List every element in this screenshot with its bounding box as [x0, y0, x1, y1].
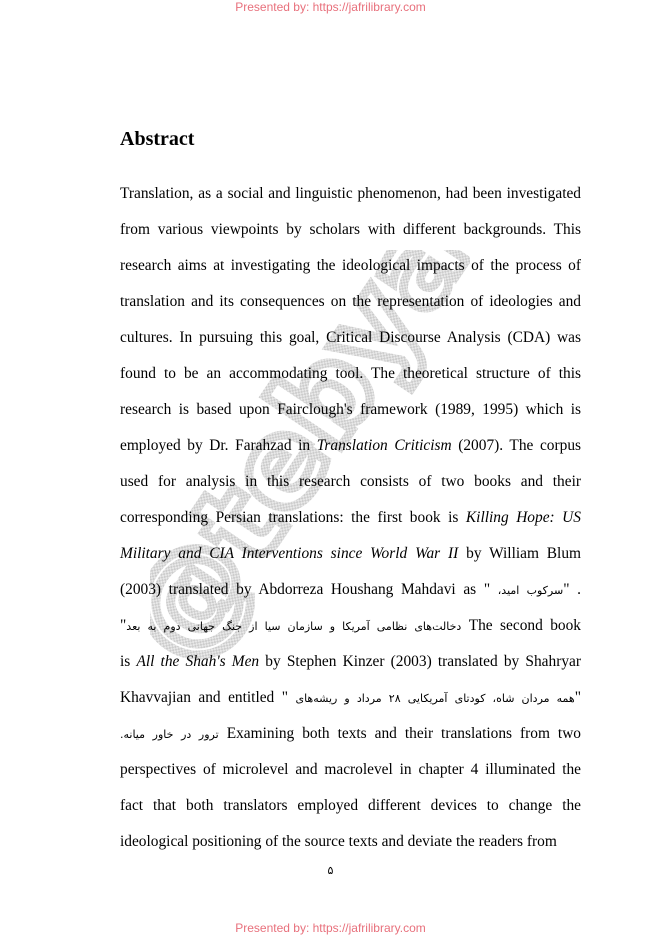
text-segment: cultures. In pursuing this goal, Critical Discourse Analysis (CDA) was	[120, 329, 581, 346]
text-segment: used for analysis in this research consists of two books and their	[120, 473, 581, 490]
persian-title-segment: دخالت‌های نظامی آمریکا و سازمان سیا از جنگ جهانی دوم به بعد	[126, 620, 462, 633]
abstract-line	[120, 508, 581, 528]
text-segment: "	[574, 689, 582, 706]
page-number: ۵	[327, 864, 334, 877]
abstract-line	[120, 328, 581, 348]
text-segment: Examining both texts and their translations from two	[218, 725, 582, 742]
text-segment: translation and its consequences on the representation of ideologies and	[120, 293, 581, 310]
text-segment: is	[120, 653, 137, 670]
text-segment: " .	[563, 581, 581, 598]
text-segment: (2007). The corpus	[451, 437, 581, 454]
abstract-line	[120, 364, 581, 384]
abstract-line	[120, 652, 581, 672]
abstract-line	[120, 220, 581, 240]
text-segment: perspectives of microlevel and macrolevel in chapter 4 illuminated the	[120, 761, 581, 778]
text-segment: from various viewpoints by scholars with different backgrounds. This	[120, 221, 581, 238]
book-title-segment: Military and CIA Interventions since World War II	[120, 545, 459, 562]
text-segment: The second book	[461, 617, 581, 634]
abstract-heading: Abstract	[120, 128, 195, 150]
persian-title-segment: سرکوب امید،	[497, 584, 564, 597]
text-segment: research aims at investigating the ideological impacts of the process of	[120, 257, 581, 274]
text-segment: Translation, as a social and linguistic phenomenon, had been investigated	[120, 185, 581, 202]
abstract-line	[120, 724, 581, 744]
text-segment: found to be an accommodating tool. The theoretical structure of this	[120, 365, 581, 382]
persian-title-segment: همه مردان شاه، کودتای آمریکایی ۲۸ مرداد و ریشه‌های	[295, 692, 575, 705]
text-segment: Khavvajian and entitled "	[120, 689, 296, 706]
book-title-segment: All the Shah's Men	[136, 653, 260, 670]
book-title-segment: Killing Hope: US	[465, 509, 581, 526]
abstract-line	[120, 832, 581, 852]
abstract-line	[120, 292, 581, 312]
source-banner-bottom: Presented by: https://jafrilibrary.com	[235, 921, 426, 935]
text-segment: ideological positioning of the source texts and deviate the readers from	[120, 833, 557, 850]
abstract-line	[120, 436, 581, 456]
abstract-line	[120, 580, 581, 600]
abstract-line	[120, 760, 581, 780]
text-segment: by Stephen Kinzer (2003) translated by Shahryar	[259, 653, 581, 670]
text-segment: fact that both translators employed different devices to change the	[120, 797, 581, 814]
abstract-line	[120, 472, 581, 492]
text-segment: "	[120, 617, 127, 634]
text-segment: corresponding Persian translations: the first book is	[120, 509, 466, 526]
persian-title-segment: ترور در خاور میانه.	[120, 728, 219, 741]
watermark-text: @tebyan	[150, 250, 470, 680]
text-segment: by William Blum	[458, 545, 581, 562]
abstract-line	[120, 400, 581, 420]
abstract-line	[120, 688, 581, 708]
abstract-line	[120, 256, 581, 276]
text-segment: research is based upon Fairclough's framework (1989, 1995) which is	[120, 401, 581, 418]
abstract-line	[120, 184, 581, 204]
text-segment: employed by Dr. Farahzad in	[120, 437, 317, 454]
abstract-line	[120, 544, 581, 564]
abstract-line	[120, 616, 581, 636]
abstract-line	[120, 796, 581, 816]
book-title-segment: Translation Criticism	[316, 437, 452, 454]
text-segment: (2003) translated by Abdorreza Houshang Mahdavi as "	[120, 581, 498, 598]
source-banner-top: Presented by: https://jafrilibrary.com	[235, 0, 426, 14]
